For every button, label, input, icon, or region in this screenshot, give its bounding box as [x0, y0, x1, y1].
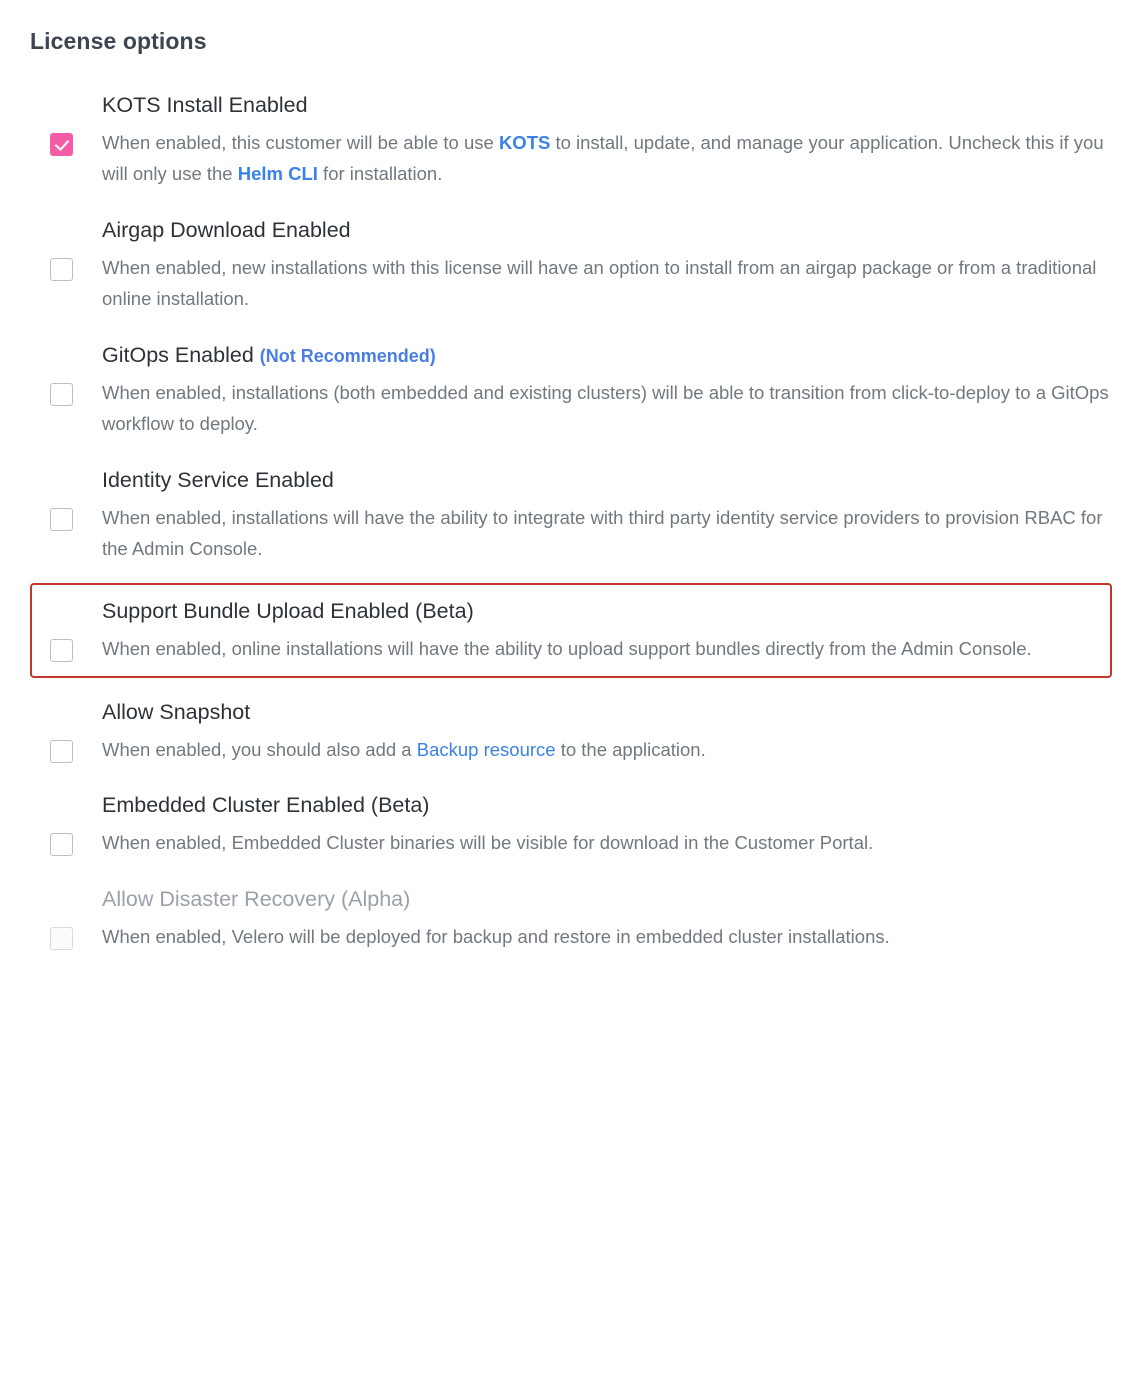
description-text: When enabled, installations (both embedded and existing clusters) will be able to transition from click-to-deploy to a GitOps workflow to deploy.	[102, 381, 1109, 435]
option-description-allow-snapshot	[102, 734, 1110, 765]
option-description-embedded-cluster-enabled	[102, 827, 1110, 858]
checkbox-cell	[50, 466, 102, 531]
description-text: for installation.	[317, 163, 443, 185]
option-text	[102, 791, 1110, 858]
option-title-allow-disaster-recovery: Allow Disaster Recovery (Alpha)	[102, 886, 411, 911]
option-row-allow-snapshot[interactable]	[30, 696, 1112, 767]
option-row-allow-disaster-recovery[interactable]	[30, 883, 1112, 954]
description-text: to install, update, and manage your application. Uncheck this if you will only use the	[102, 132, 1104, 185]
checkbox-embedded-cluster-enabled[interactable]	[50, 833, 73, 856]
option-text	[102, 341, 1110, 440]
option-title-airgap-download-enabled: Airgap Download Enabled	[102, 217, 351, 242]
checkbox-cell	[50, 341, 102, 406]
link-backup-resource[interactable]: Backup resource	[416, 739, 556, 761]
description-text: When enabled, new installations with this license will have an option to install from an airgap package or from a traditional online installation.	[102, 256, 1097, 310]
option-description-kots-install-enabled	[102, 127, 1110, 190]
option-description-identity-service-enabled	[102, 502, 1110, 565]
license-options-list	[30, 89, 1112, 954]
option-text	[102, 885, 1110, 952]
option-description-gitops-enabled	[102, 377, 1110, 440]
option-row-support-bundle-upload-enabled[interactable]	[30, 583, 1112, 678]
checkbox-allow-snapshot[interactable]	[50, 740, 73, 763]
checkbox-cell	[50, 698, 102, 763]
description-text: When enabled, this customer will be able to use	[102, 132, 499, 154]
description-text: When enabled, you should also add a	[102, 739, 417, 761]
link-kots[interactable]: KOTS	[498, 132, 551, 154]
checkbox-gitops-enabled[interactable]	[50, 383, 73, 406]
description-text: to the application.	[555, 739, 706, 761]
option-text	[102, 91, 1110, 190]
description-text: When enabled, online installations will have the ability to upload support bundles directly from the Admin Console.	[102, 637, 1032, 659]
option-text	[102, 597, 1110, 664]
option-title-allow-snapshot: Allow Snapshot	[102, 700, 251, 725]
checkbox-allow-disaster-recovery	[50, 927, 73, 950]
option-row-identity-service-enabled[interactable]	[30, 464, 1112, 567]
option-title-support-bundle-upload-enabled: Support Bundle Upload Enabled (Beta)	[102, 598, 474, 623]
option-text	[102, 216, 1110, 315]
option-row-kots-install-enabled[interactable]	[30, 89, 1112, 192]
link-helm-cli[interactable]: Helm CLI	[237, 163, 318, 185]
option-title-gitops-enabled: GitOps Enabled (Not Recommended)	[102, 342, 436, 367]
option-title-kots-install-enabled: KOTS Install Enabled	[102, 93, 308, 117]
checkbox-airgap-download-enabled[interactable]	[50, 258, 73, 281]
checkbox-cell	[50, 885, 102, 950]
checkbox-support-bundle-upload-enabled[interactable]	[50, 639, 73, 662]
option-description-allow-disaster-recovery	[102, 921, 1110, 952]
option-title-embedded-cluster-enabled: Embedded Cluster Enabled (Beta)	[102, 793, 430, 818]
option-row-airgap-download-enabled[interactable]	[30, 214, 1112, 317]
option-row-gitops-enabled[interactable]	[30, 339, 1112, 442]
option-description-support-bundle-upload-enabled	[102, 633, 1110, 664]
option-note-gitops-enabled: (Not Recommended)	[259, 345, 436, 366]
option-row-embedded-cluster-enabled[interactable]	[30, 789, 1112, 860]
checkbox-cell	[50, 216, 102, 281]
checkbox-cell	[50, 91, 102, 156]
description-text: When enabled, Velero will be deployed for backup and restore in embedded cluster installations.	[102, 925, 890, 947]
checkbox-cell	[50, 597, 102, 662]
option-description-airgap-download-enabled	[102, 252, 1110, 315]
checkbox-kots-install-enabled[interactable]	[50, 133, 73, 156]
description-text: When enabled, installations will have the ability to integrate with third party identity service providers to provision RBAC for the Admin Console.	[102, 506, 1103, 560]
page-title: License options	[30, 28, 207, 54]
checkbox-identity-service-enabled[interactable]	[50, 508, 73, 531]
option-text	[102, 698, 1110, 765]
option-title-identity-service-enabled: Identity Service Enabled	[102, 467, 334, 492]
description-text: When enabled, Embedded Cluster binaries will be visible for download in the Customer Portal.	[102, 832, 874, 854]
option-text	[102, 466, 1110, 565]
checkbox-cell	[50, 791, 102, 856]
